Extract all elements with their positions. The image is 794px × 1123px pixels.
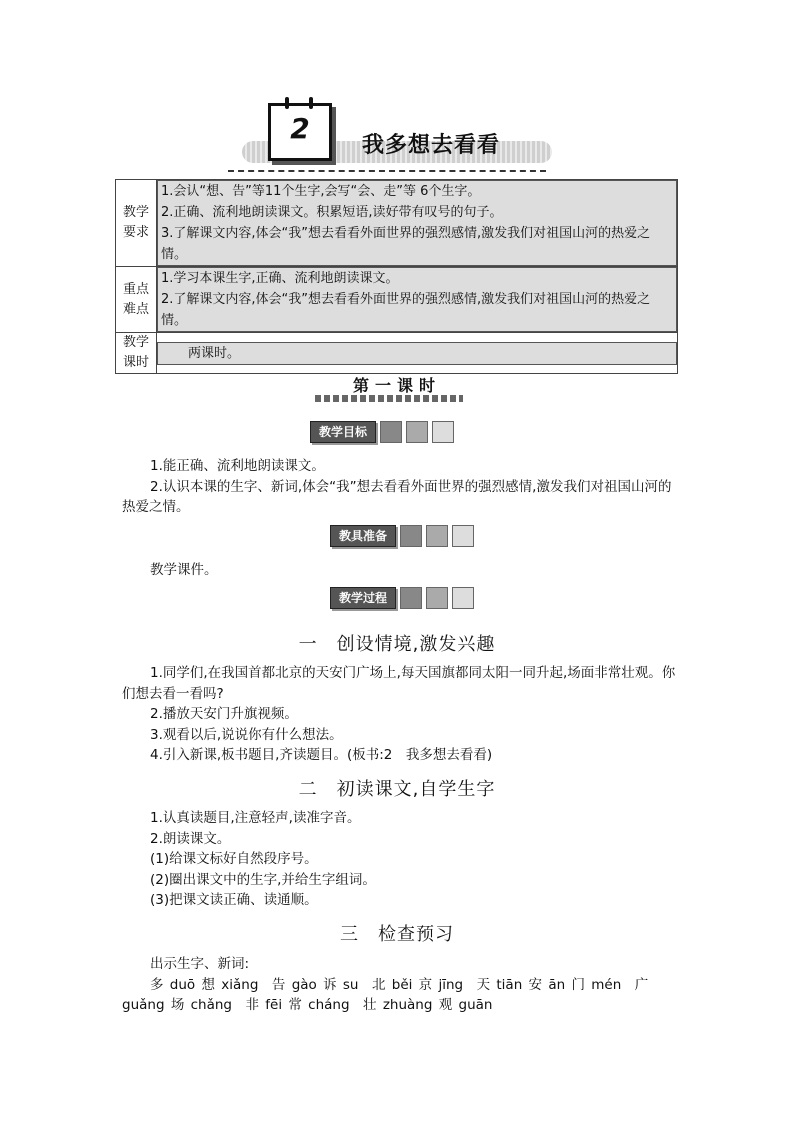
step-heading: 二 初读课文,自学生字 xyxy=(298,779,496,800)
step-item: 2.朗读课文。 xyxy=(150,830,231,847)
requirement-line: 1.会认“想、告”等11个生字,会写“会、走”等 6个生字。 xyxy=(161,184,481,199)
step-item: 3.观看以后,说说你有什么想法。 xyxy=(150,726,343,743)
step-item: 2.播放天安门升旗视频。 xyxy=(150,706,298,722)
section-tag-process: 教学过程 xyxy=(330,587,474,609)
step-item: 4.引入新课,板书题目,齐读题目。(板书:2 我多想去看看) xyxy=(150,747,493,763)
table-row xyxy=(116,180,678,267)
title-divider xyxy=(228,170,546,172)
goals-list xyxy=(122,456,678,518)
goal-item: 1.能正确、流利地朗读课文。 xyxy=(150,458,325,474)
step-item: (3)把课文读正确、读通顺。 xyxy=(150,892,318,908)
goal-item: 2.认识本课的生字、新词,体会“我”想去看看外面世界的强烈感情,激发我们对祖国山河的热爱之情。 xyxy=(122,478,672,515)
step-item: 出示生字、新词: xyxy=(150,956,250,972)
table-row xyxy=(116,267,678,333)
row-content xyxy=(157,180,678,267)
table-row xyxy=(116,333,678,374)
lesson-period-heading: 第一课时 xyxy=(352,376,441,395)
tools-text: 教学课件。 xyxy=(150,562,218,578)
requirement-line: 2.正确、流利地朗读课文。积累短语,读好带有叹号的句子。 xyxy=(161,205,503,220)
step-items xyxy=(150,808,678,911)
class-hours: 两课时。 xyxy=(188,345,241,361)
step-items xyxy=(122,954,678,1016)
heading-divider xyxy=(315,395,463,402)
calendar-rings-icon xyxy=(281,97,317,109)
section-tag-tools: 教具准备 xyxy=(330,525,474,547)
keypoint-line: 2.了解课文内容,体会“我”想去看看外面世界的强烈感情,激发我们对祖国山河的热爱之情。 xyxy=(161,292,651,328)
step-item: 1.同学们,在我国首都北京的天安门广场上,每天国旗都同太阳一同升起,场面非常壮观。你们想去看一看吗? xyxy=(122,665,676,702)
section-tag-goals: 教学目标 xyxy=(310,421,454,443)
keypoint-line: 1.学习本课生字,正确、流利地朗读课文。 xyxy=(161,271,399,286)
step-item: (1)给课文标好自然段序号。 xyxy=(150,851,318,867)
row-label: 重点 难点 xyxy=(116,267,157,333)
row-content xyxy=(157,267,678,333)
lesson-number: 2 xyxy=(290,112,310,145)
step-heading: 三 检查预习 xyxy=(340,924,454,945)
row-label: 教学 要求 xyxy=(116,180,157,267)
requirement-line: 3.了解课文内容,体会“我”想去看看外面世界的强烈感情,激发我们对祖国山河的热爱之情。 xyxy=(161,226,651,262)
step-items xyxy=(122,663,678,766)
step-item: 1.认真读题目,注意轻声,读准字音。 xyxy=(150,810,361,826)
row-content xyxy=(157,333,678,374)
lesson-title: 我多想去看看 xyxy=(362,133,501,158)
lesson-requirements-table xyxy=(115,179,678,374)
step-heading: 一 创设情境,激发兴趣 xyxy=(298,634,496,655)
row-label: 教学 课时 xyxy=(116,333,157,374)
step-item: (2)圈出课文中的生字,并给生字组词。 xyxy=(150,871,376,888)
lesson-number-badge xyxy=(268,103,332,161)
pinyin-list: 多 duō 想 xiǎng 告 gào 诉 su 北 běi 京 jīng 天 tiān 安 ān 门 mén 广 guǎng 场 chǎng 非 fēi 常 cháng 壮 zhuàng 观 guān xyxy=(122,976,649,1013)
